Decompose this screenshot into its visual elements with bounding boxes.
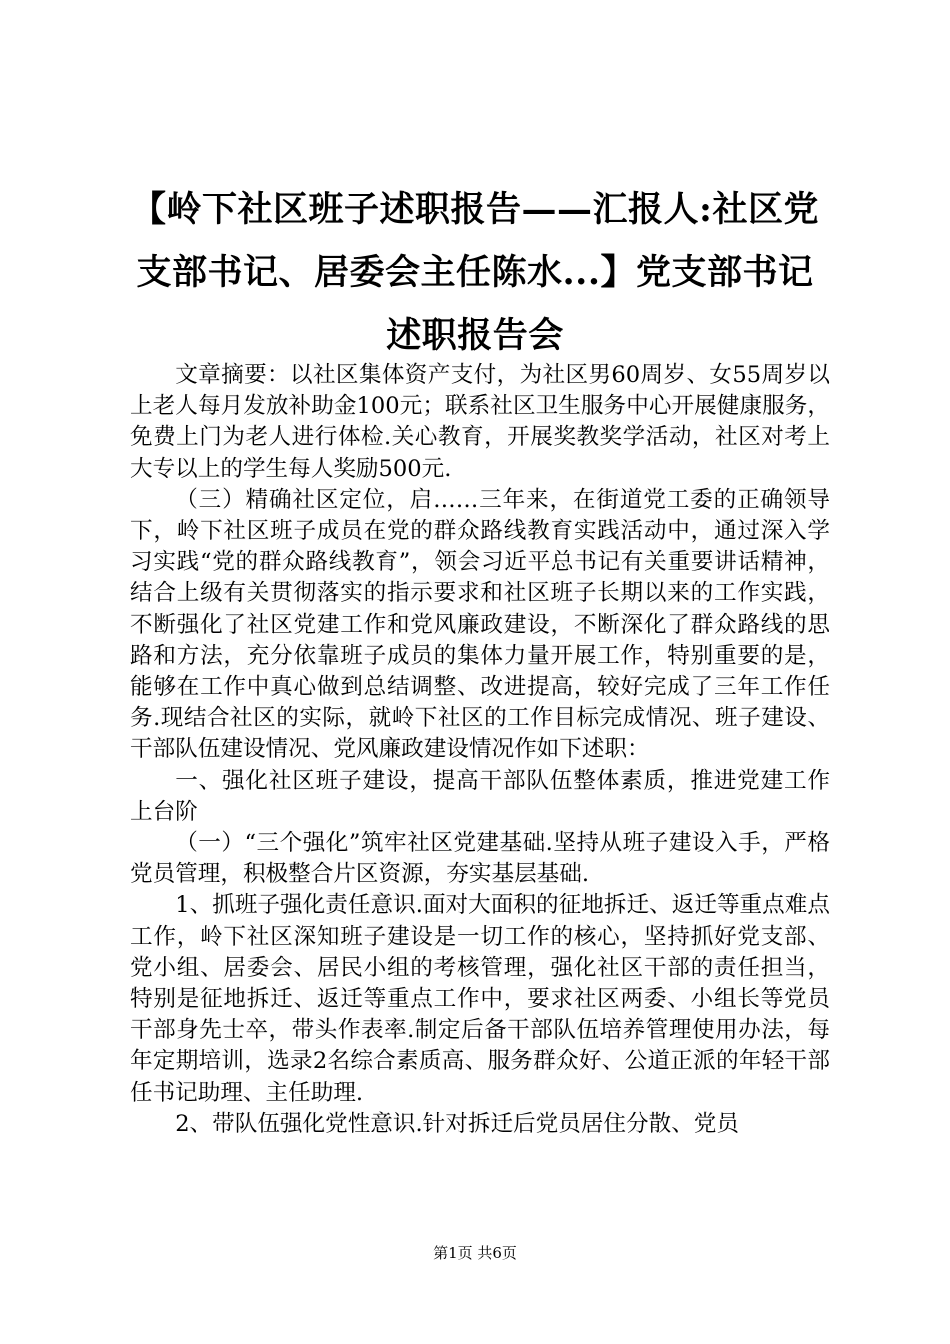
section-heading-1: 一、强化社区班子建设，提高干部队伍整体素质，推进党建工作上台阶 bbox=[130, 767, 830, 825]
paragraph-item-2: 2、带队伍强化党性意识.针对拆迁后党员居住分散、党员 bbox=[175, 1110, 739, 1137]
paragraph-item-1: 1、抓班子强化责任意识.面对大面积的征地拆迁、返迁等重点难点工作，岭下社区深知班子建设是一切工作的核心，坚持抓好党支部、党小组、居委会、居民小组的考核管理，强化社区干部的责任担当，特别是征地拆迁、返迁等重点工作中，要求社区两委、小组长等党员干部身先士卒，带头作表率.制定后备干部队伍培养管理使用办法，每年定期培训，选录2名综合素质高、服务群众好、公道正派的年轻干部任书记助理、主任助理. bbox=[130, 892, 830, 1106]
document-title: 【岭下社区班子述职报告——汇报人:社区党支部书记、居委会主任陈水...】党支部书记述职报告会 bbox=[131, 189, 819, 356]
page-number-footer: 第1页 共6页 bbox=[433, 1244, 517, 1262]
subsection-heading-1: （一）“三个强化”筑牢社区党建基础.坚持从班子建设入手，严格党员管理，积极整合片区资源，夯实基层基础. bbox=[130, 830, 830, 888]
document-body bbox=[130, 360, 830, 1140]
paragraph-abstract: 文章摘要：以社区集体资产支付，为社区男60周岁、女55周岁以上老人每月发放补助金100元；联系社区卫生服务中心开展健康服务，免费上门为老人进行体检.关心教育，开展奖教奖学活动，社区对考上大专以上的学生每人奖励500元. bbox=[130, 362, 830, 482]
paragraph-intro: （三）精确社区定位，启……三年来，在街道党工委的正确领导下，岭下社区班子成员在党的群众路线教育实践活动中，通过深入学习实践“党的群众路线教育”，领会习近平总书记有关重要讲话精神，结合上级有关贯彻落实的指示要求和社区班子长期以来的工作实践，不断强化了社区党建工作和党风廉政建设，不断深化了群众路线的思路和方法，充分依靠班子成员的集体力量开展工作，特别重要的是，能够在工作中真心做到总结调整、改进提高，较好完成了三年工作任务.现结合社区的实际，就岭下社区的工作目标完成情况、班子建设、干部队伍建设情况、党风廉政建设情况作如下述职： bbox=[130, 486, 830, 763]
